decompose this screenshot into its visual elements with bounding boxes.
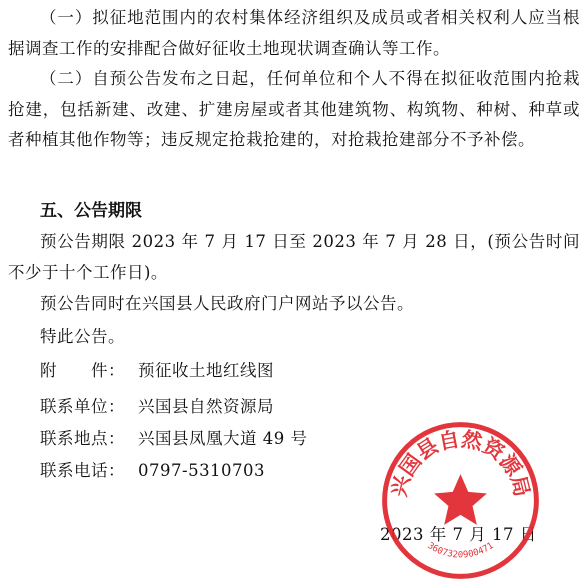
- contact-phone-label: 联系电话：: [40, 461, 125, 480]
- contact-phone-value: 0797-5310703: [138, 461, 266, 480]
- official-seal-stamp: [378, 418, 543, 583]
- paragraph-no-rush-planting: （二）自预公告发布之日起，任何单位和个人不得在拟征收范围内抢栽抢建，包括新建、改建、扩建房屋或者其他建筑物、构筑物、种树、种草或者种植其他作物等；违反规定抢栽抢建的，对抢栽抢建部分不予补偿。: [8, 69, 580, 149]
- contact-unit-label: 联系单位：: [40, 397, 125, 416]
- issue-date: 2023 年 7 月 17 日: [380, 525, 537, 544]
- seal-code-text: 3607320900471: [425, 540, 496, 561]
- section-heading-announcement-period: 五、公告期限: [40, 201, 142, 221]
- paragraph-survey-cooperation: （一）拟征地范围内的农村集体经济组织及成员或者相关权利人应当根据调查工作的安排配合做好征收土地现状调查确认等工作。: [8, 8, 580, 58]
- attachment-label: 附 件：: [40, 361, 125, 380]
- contact-unit-value: 兴国县自然资源局: [138, 397, 274, 416]
- contact-address-line: [40, 424, 308, 454]
- closing-remark: 特此公告。: [40, 327, 125, 346]
- attachment-line: [40, 356, 274, 386]
- paragraph-portal-notice: 预公告同时在兴国县人民政府门户网站予以公告。: [40, 294, 414, 313]
- contact-address-label: 联系地点：: [40, 429, 125, 448]
- seal-star-icon: [434, 474, 487, 525]
- contact-unit-line: [40, 392, 274, 422]
- contact-address-value: 兴国县凤凰大道 49 号: [138, 429, 308, 448]
- seal-agency-text: 兴国县自然资源局: [386, 426, 535, 499]
- paragraph-period: 预公告期限 2023 年 7 月 17 日至 2023 年 7 月 28 日，(预公告时间不少于十个工作日)。: [8, 232, 580, 282]
- attachment-value: 预征收土地红线图: [138, 361, 274, 380]
- contact-phone-line: [40, 456, 265, 486]
